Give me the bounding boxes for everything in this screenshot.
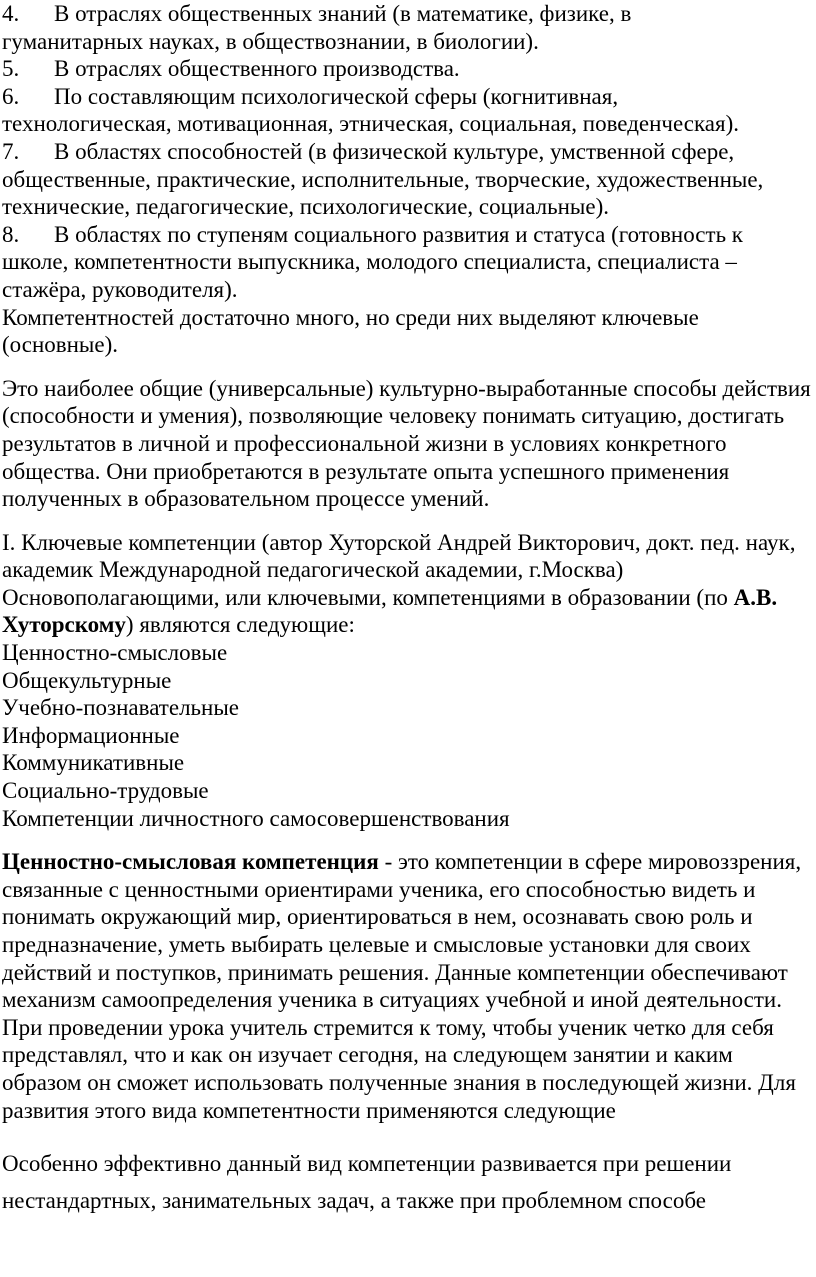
- competence-item: Учебно-познавательные: [2, 695, 240, 721]
- value-competence-paragraph: [2, 848, 814, 1014]
- item-text-rest: гуманитарных науках, в обществознании, в биологии).: [2, 28, 539, 54]
- lead-text-before: Основополагающими, или ключевыми, компетенциями в образовании (по: [2, 584, 728, 610]
- competence-item: Общекультурные: [2, 667, 172, 693]
- list-item-6: [2, 83, 814, 138]
- value-competence-term: Ценностно-смысловая компетенция: [2, 849, 379, 875]
- list-item-8: [2, 221, 814, 304]
- final-paragraph: Особенно эффективно данный вид компетенции развивается при решении нестандартных, занимательных задач, а также при проблемном способе: [2, 1151, 732, 1214]
- item-text-first: В областях по ступеням социального развития и статуса (готовность к: [54, 221, 743, 247]
- item-number: 6.: [2, 83, 20, 109]
- competence-list: [2, 639, 814, 832]
- intro-paragraph: Компетентностей достаточно много, но среди них выделяют ключевые (основные).: [2, 304, 699, 358]
- lesson-paragraph: При проведении урока учитель стремится к тому, чтобы ученик четко для себя представлял, что и как он изучает сегодня, на следующем занятии и каким образом он сможет использовать полученные знания в последующей жизни. Для развития этого вида компетентности применяются следующие: [2, 1014, 796, 1123]
- item-number: 4.: [2, 1, 20, 26]
- author-name: А.В. Хуторскому: [2, 584, 778, 638]
- item-text-rest: технологическая, мотивационная, этническая, социальная, поведенческая).: [2, 111, 739, 137]
- item-text-first: В областях способностей (в физической культуре, умственной сфере,: [54, 138, 735, 164]
- key-competences-heading: I. Ключевые компетенции (автор Хуторской Андрей Викторович, докт. пед. наук, академик Международной педагогической академии, г.Москва): [2, 529, 796, 583]
- item-number: 5.: [2, 56, 20, 82]
- item-text-first: В отраслях общественного производства.: [54, 56, 460, 82]
- item-number: 7.: [2, 138, 20, 164]
- item-text-rest: общественные, практические, исполнительные, творческие, художественные, технические, педагогические, психологические, социальные).: [2, 166, 764, 220]
- competence-item: Социально-трудовые: [2, 778, 209, 804]
- competence-item: Компетенции личностного самосовершенствования: [2, 805, 510, 831]
- competence-item: Коммуникативные: [2, 750, 185, 776]
- competence-item: Информационные: [2, 722, 180, 748]
- competence-item: Ценностно-смысловые: [2, 640, 228, 666]
- value-competence-text: - это компетенции в сфере мировоззрения, связанные с ценностными ориентирами ученика, его способностью видеть и понимать окружающий мир, ориентироваться в нем, осознавать свою роль и предназначение, уметь выбирать целевые и смысловые установки для своих действий и поступков, принимать решения. Данные компетенции обеспечивают механизм самоопределения ученика в ситуациях учебной и иной деятельности.: [2, 849, 802, 1013]
- list-item-4: [2, 0, 814, 55]
- item-number: 8.: [2, 221, 20, 247]
- list-item-7: [2, 138, 814, 221]
- definition-paragraph: Это наиболее общие (универсальные) культурно-выработанные способы действия (способности и умения), позволяющие человеку понимать ситуацию, достигать результатов в личной и профессиональной жизни в условиях конкретного общества. Они приобретаются в результате опыта успешного применения полученных в образовательном процессе умений.: [2, 375, 811, 512]
- list-item-5: [2, 55, 814, 83]
- numbered-list: [2, 0, 814, 304]
- item-text-first: По составляющим психологической сферы (когнитивная,: [54, 83, 619, 109]
- item-text-first: В отраслях общественных знаний (в математике, физике, в: [54, 1, 632, 26]
- document-page: [2, 0, 814, 1219]
- item-text-rest: школе, компетентности выпускника, молодого специалиста, специалиста – стажёра, руководителя).: [2, 249, 737, 302]
- lead-text-after: ) являются следующие:: [125, 612, 355, 638]
- key-competences-lead: [2, 584, 814, 639]
